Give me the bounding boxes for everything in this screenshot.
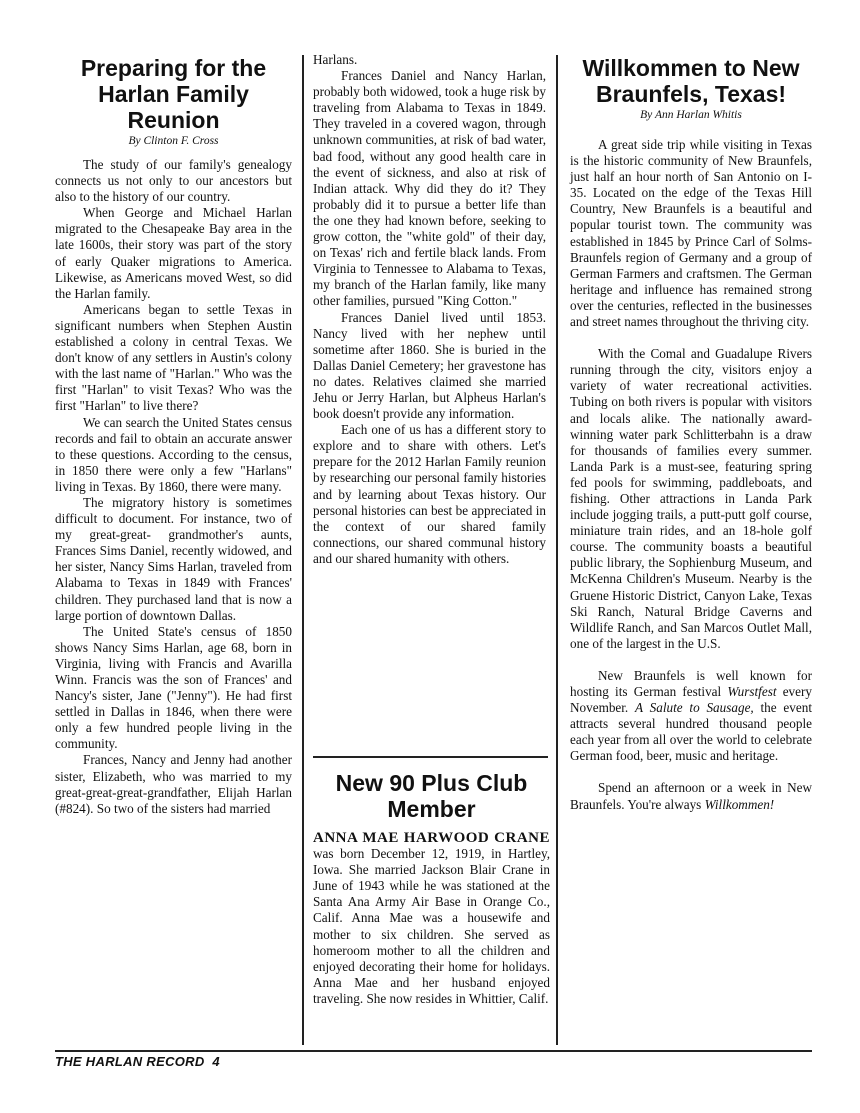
article-reunion-continued [313,52,546,567]
member-bio: was born December 12, 1919, in Hartley, Iowa. She married Jackson Blair Crane in June of 1943 while he was stationed at the Santa Ana Army Air Base in Orange Co., Calif. Anna Mae was a housewife and mother to six children. She served as homeroom mother to all the children and enjoyed decorating their home for holidays. Anna Mae and her husband enjoyed traveling. She now resides in Whittier, Calif. [313,846,550,1006]
member-name: ANNA MAE HARWOOD CRANE [313,830,550,846]
paragraph: Harlans. [313,52,358,67]
article-title: New 90 Plus Club Member [335,770,528,822]
text-run: every November. [570,684,812,716]
column-divider [556,55,558,1045]
paragraph: Frances, Nancy and Jenny had another sister, Elizabeth, who was married to my great-great-great-grandfather, Elijah Harlan (#824). So two of the sisters had married [55,752,292,816]
paragraph: The United State's census of 1850 shows Nancy Sims Harlan, age 68, born in Virginia, living with Francis and Avarilla Winn. Francis was the son of Frances' and Nancy's sister, Jane ("Jenny"). He had first settled in Dallas in 1846, when there were only a few hundred people living in the community. [55,623,292,752]
paragraph: Americans began to settle Texas in significant numbers when Stephen Austin established a colony in central Texas. We don't know of any settlers in Austin's colony with the last name of "Harlan." Who was the first "Harlan" to visit Texas? Who was the first "Harlan" to live there? [55,301,292,414]
article-new-braunfels [570,55,812,829]
section-divider [313,756,548,758]
text-run-italic: Wurstfest [727,684,777,699]
footer-rule [55,1050,812,1052]
paragraph: Frances Daniel lived until 1853. Nancy lived with her nephew until sometime after 1860. She is buried in the Dallas Daniel Cemetery; her gravestone has no dates. Relatives claimed she married Jehu or Jerry Harlan, but Alpheus Harlan's book doesn't provide any information. [313,309,546,422]
paragraph: Frances Daniel and Nancy Harlan, probably both widowed, took a huge risk by traveling from Alabama to Texas in 1849. They traveled in a covered wagon, through unknown communities, at risk of bad water, bad food, without any good health care in the event of sickness, and also at risk of Indian attack. Why did they do it? They probably did it to pursue a better life than the one they had known before, seeking to grow cotton, the "white gold" of their day, on Texas' rich and fertile black lands. From Virginia to Tennessee to Alabama to Texas, my branch of the Harlan family, like many other families, pursued "King Cotton." [313,68,546,309]
paragraph: The study of our family's genealogy connects us not only to our ancestors but also to the history of our country. [55,157,292,205]
paragraph [570,780,812,812]
paragraph: When George and Michael Harlan migrated to the Chesapeake Bay area in the late 1600s, their story was part of the story of early Quaker migrations to America. Likewise, as Americans moved West, so did the Harlan family. [55,205,292,301]
page-footer: THE HARLAN RECORD 4 [55,1054,220,1069]
text-run: New Braunfels is well known for hosting its German festival [570,667,812,699]
paragraph: A great side trip while visiting in Texas is the historic community of New Braunfels, just half an hour north of San Antonio on I-35. Located on the edge of the Texas Hill Country, New Braunfels is a beautiful and popular tourist town. The community was established in 1845 by Prince Carl of Solms-Braunfels region of Germany and a group of German Farmers and craftsmen. The German heritage and influence has remained strong over the centuries, reflected in the businesses and street names throughout the thriving city. [570,137,812,330]
paragraph: With the Comal and Guadalupe Rivers running through the city, visitors enjoy a variety of water recreational activities. Tubing on both rivers is popular with visitors and locals alike. The nationally award-winning water park Schlitterbahn is a draw for thousands of families every summer. Landa Park is a must-see, featuring spring fed pools for swimming, paddleboats, and fishing. Other attractions in Landa Park include jogging trails, a putt-putt golf course, miniature train rides, and an 18-hole golf course. The community boasts a beautiful public library, the Sophienburg Museum, and McKenna Children's Museum. Nearby is the Gruene Historic District, Canyon Lake, Texas Ski Ranch, Natural Bridge Caverns and Wildlife Ranch, and San Marcos Outlet Mall, one of the largest in the U.S. [570,346,812,651]
paragraph [313,830,550,1007]
text-run-italic: A Salute to Sausage, [635,700,754,716]
paragraph: We can search the United States census records and fail to obtain an accurate answer to these questions. According to the census, in 1850 there were only a few "Harlans" living in Texas. By 1860, there were many. [55,414,292,494]
text-run-italic: Willkommen! [704,796,775,812]
article-title: Willkommen to New Braunfels, Texas! [582,55,800,107]
text-run: the event attracts several hundred thousand people each year from all over the world to celebrate German food, beer, music and heritage. [570,700,812,764]
article-title: Preparing for the Harlan Family Reunion [80,55,267,133]
byline: By Ann Harlan Whitis [640,109,742,121]
paragraph: The migratory history is sometimes difficult to document. For instance, two of my great-great- grandmother's aunts, Frances Sims Daniel, recently widowed, and her sister, Nancy Sims Harlan, traveled from Alabama to Texas in 1849 with Frances' children. They purchased land that is now a large portion of downtown Dallas. [55,494,292,623]
column-divider [302,55,304,1045]
byline: By Clinton F. Cross [128,135,219,147]
paragraph [570,668,812,765]
text-run: Spend an afternoon or a week in New Braunfels. You're always [570,780,812,812]
article-reunion [55,55,292,817]
article-90-plus [313,770,550,1007]
paragraph: Each one of us has a different story to explore and to share with others. Let's prepare for the 2012 Harlan Family reunion by researching our personal family histories and by learning about Texas history. Our personal histories can best be appreciated in the context of our shared family connections, our shared communal history and our shared humanity with others. [313,422,546,566]
